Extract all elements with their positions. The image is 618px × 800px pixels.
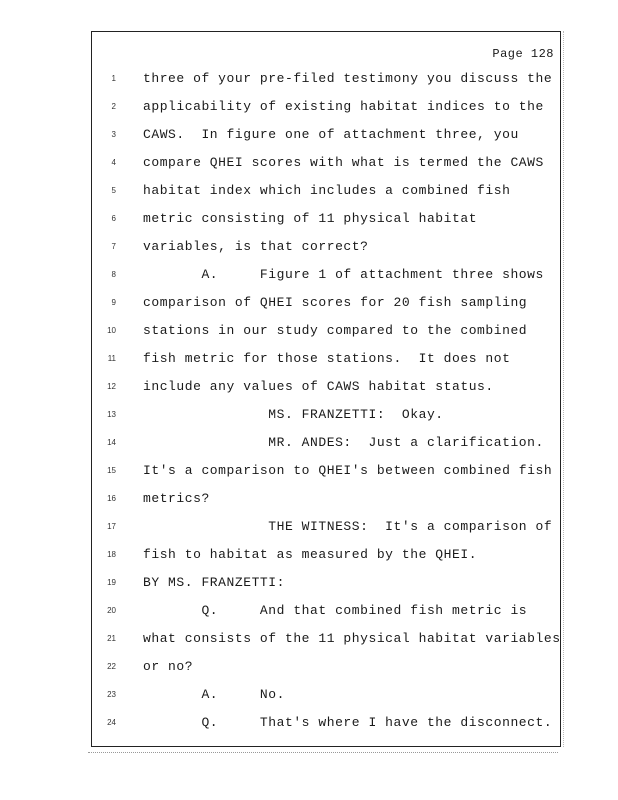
transcript-line xyxy=(92,92,560,120)
line-number: 5 xyxy=(111,185,116,195)
transcript-line xyxy=(92,540,560,568)
transcript-line xyxy=(92,148,560,176)
line-text: habitat index which includes a combined fish xyxy=(143,182,511,198)
line-text: Q. And that combined fish metric is xyxy=(143,602,528,618)
line-number: 19 xyxy=(107,577,116,587)
line-number: 18 xyxy=(107,549,116,559)
line-text: BY MS. FRANZETTI: xyxy=(143,574,285,590)
transcript-line xyxy=(92,288,560,316)
transcript-line xyxy=(92,512,560,540)
line-text: compare QHEI scores with what is termed the CAWS xyxy=(143,154,544,170)
line-text: metrics? xyxy=(143,490,210,506)
page-number: Page 128 xyxy=(492,47,554,61)
line-text: or no? xyxy=(143,658,194,674)
line-text: CAWS. In figure one of attachment three, you xyxy=(143,126,519,142)
transcript-line xyxy=(92,484,560,512)
scan-bottom-artifact xyxy=(88,752,558,755)
line-text: Q. That's where I have the disconnect. xyxy=(143,714,553,730)
transcript-line xyxy=(92,260,560,288)
line-text: fish to habitat as measured by the QHEI. xyxy=(143,546,478,562)
line-text: variables, is that correct? xyxy=(143,238,369,254)
transcript-lines xyxy=(92,64,560,736)
line-text: MR. ANDES: Just a clarification. xyxy=(143,434,544,450)
transcript-line xyxy=(92,652,560,680)
line-number: 9 xyxy=(111,297,116,307)
line-number: 23 xyxy=(107,689,116,699)
line-text: A. No. xyxy=(143,686,285,702)
transcript-line xyxy=(92,120,560,148)
transcript-line xyxy=(92,176,560,204)
line-text: MS. FRANZETTI: Okay. xyxy=(143,406,444,422)
scan-edge-artifact xyxy=(563,31,566,747)
line-number: 1 xyxy=(111,73,116,83)
line-number: 12 xyxy=(107,381,116,391)
line-number: 6 xyxy=(111,213,116,223)
line-number: 13 xyxy=(107,409,116,419)
line-number: 8 xyxy=(111,269,116,279)
line-number: 11 xyxy=(107,353,116,363)
line-number: 3 xyxy=(111,129,116,139)
transcript-line xyxy=(92,568,560,596)
transcript-line xyxy=(92,64,560,92)
line-number: 20 xyxy=(107,605,116,615)
transcript-line xyxy=(92,316,560,344)
transcript-line xyxy=(92,456,560,484)
line-number: 10 xyxy=(107,325,116,335)
line-text: fish metric for those stations. It does not xyxy=(143,350,511,366)
transcript-line xyxy=(92,428,560,456)
transcript-line xyxy=(92,624,560,652)
transcript-page xyxy=(91,31,561,747)
transcript-line xyxy=(92,400,560,428)
line-number: 21 xyxy=(107,633,116,643)
transcript-line xyxy=(92,372,560,400)
line-text: THE WITNESS: It's a comparison of xyxy=(143,518,553,534)
line-number: 22 xyxy=(107,661,116,671)
transcript-line xyxy=(92,680,560,708)
line-number: 14 xyxy=(107,437,116,447)
line-text: A. Figure 1 of attachment three shows xyxy=(143,266,544,282)
transcript-line xyxy=(92,708,560,736)
transcript-line xyxy=(92,596,560,624)
transcript-line xyxy=(92,344,560,372)
transcript-line xyxy=(92,232,560,260)
line-number: 16 xyxy=(107,493,116,503)
line-number: 2 xyxy=(111,101,116,111)
line-text: applicability of existing habitat indices to the xyxy=(143,98,544,114)
line-text: three of your pre-filed testimony you discuss the xyxy=(143,70,553,86)
line-number: 15 xyxy=(107,465,116,475)
line-number: 24 xyxy=(107,717,116,727)
line-text: what consists of the 11 physical habitat variables xyxy=(143,630,561,646)
line-text: include any values of CAWS habitat status. xyxy=(143,378,494,394)
line-number: 17 xyxy=(107,521,116,531)
line-text: comparison of QHEI scores for 20 fish sampling xyxy=(143,294,528,310)
line-number: 7 xyxy=(111,241,116,251)
line-text: It's a comparison to QHEI's between combined fish xyxy=(143,462,553,478)
line-text: metric consisting of 11 physical habitat xyxy=(143,210,478,226)
line-number: 4 xyxy=(111,157,116,167)
line-text: stations in our study compared to the combined xyxy=(143,322,528,338)
transcript-line xyxy=(92,204,560,232)
